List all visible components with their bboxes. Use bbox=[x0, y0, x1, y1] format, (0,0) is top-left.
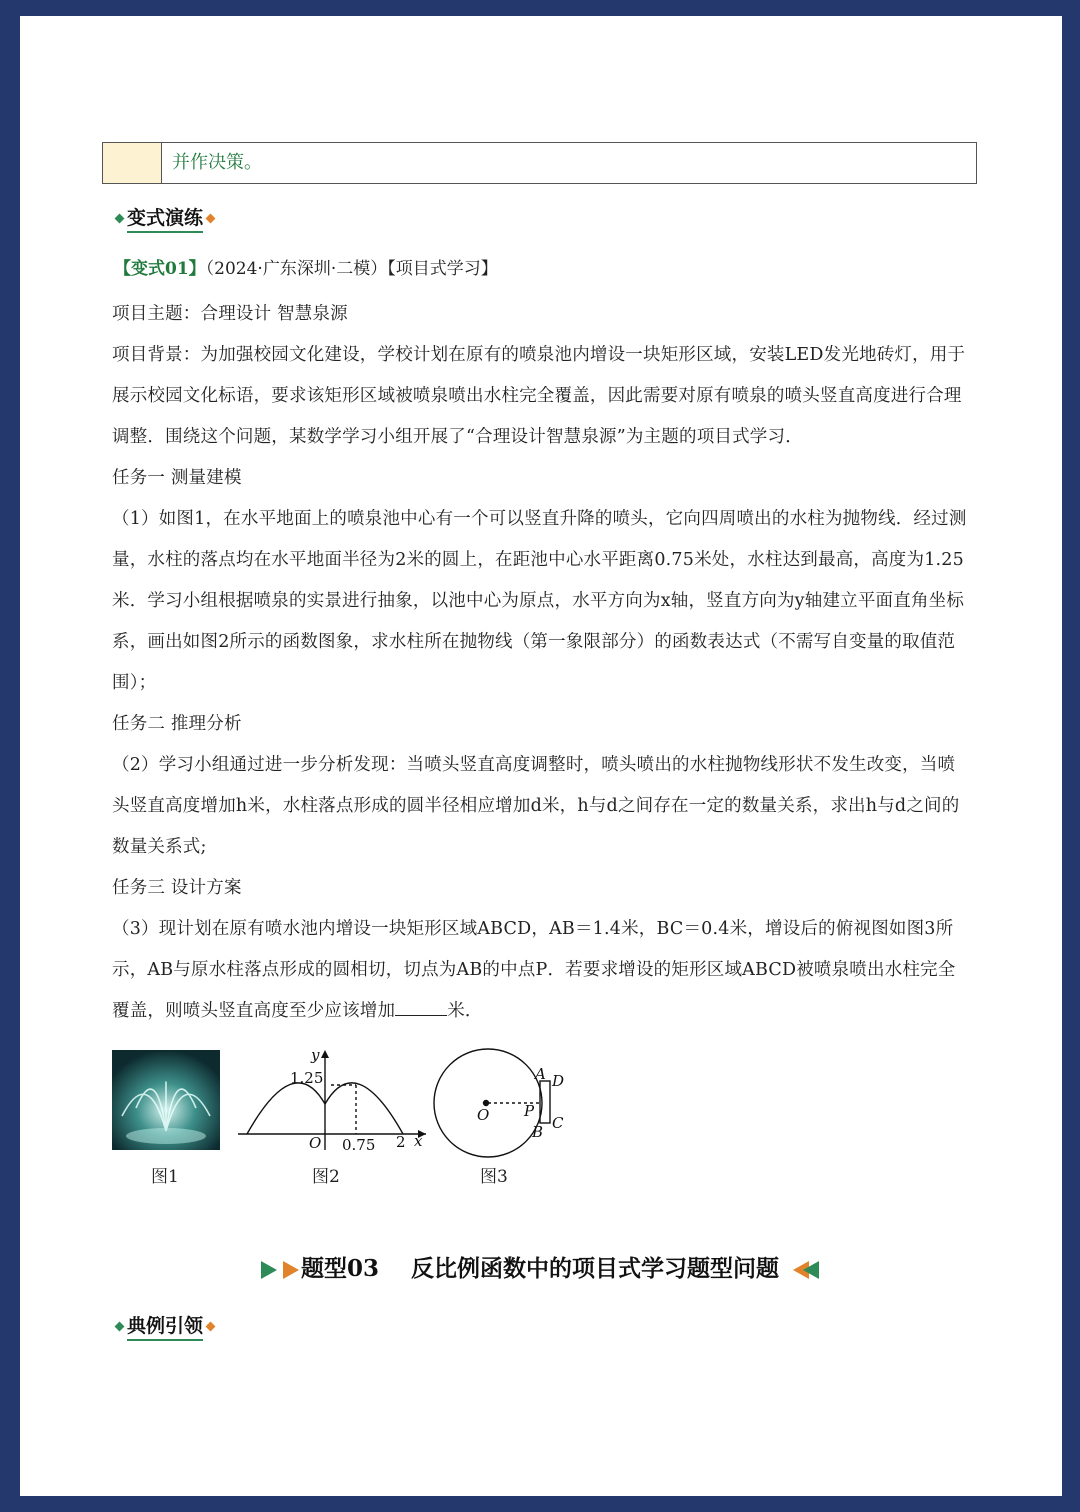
fig3-a-label: A bbox=[535, 1065, 546, 1083]
task3-text-b: 米． bbox=[447, 1001, 483, 1021]
task3-text-a: （3）现计划在原有喷水池内增设一块矩形区域ABCD，AB＝1.4米，BC＝0.4米，增设后的俯视图如图3所示，AB与原水柱落点形成的圆相切，切点为AB的中点P．若要求增设的矩形区域ABCD被喷泉喷出水柱完全覆盖，则喷头竖直高度至少应该增加 bbox=[112, 919, 956, 1021]
fig3-b-label: B bbox=[532, 1123, 544, 1141]
variant-tag: 【变式01】 bbox=[114, 259, 206, 279]
fig2-x-label: x bbox=[414, 1132, 423, 1150]
orange-arrow-right-icon bbox=[283, 1261, 299, 1279]
task1-title: 任务一 测量建模 bbox=[112, 468, 242, 488]
task3-title: 任务三 设计方案 bbox=[112, 878, 242, 898]
fig2-caption: 图2 bbox=[312, 1167, 340, 1187]
fig2-y-label: y bbox=[311, 1046, 320, 1064]
orange-diamond-icon bbox=[206, 1321, 216, 1331]
continued-answer-box bbox=[102, 142, 977, 184]
fig3-p-label: P bbox=[524, 1102, 535, 1120]
fig3-o-label: O bbox=[477, 1106, 490, 1124]
fig2-origin-label: O bbox=[309, 1134, 322, 1152]
green-arrow-left-icon bbox=[803, 1261, 819, 1279]
task2-title: 任务二 推理分析 bbox=[112, 714, 242, 734]
section-type-title bbox=[0, 1250, 1080, 1283]
section-example-heading bbox=[112, 1311, 218, 1341]
orange-diamond-icon bbox=[206, 213, 216, 223]
answer-blank bbox=[395, 1015, 447, 1016]
fig3-c-label: C bbox=[552, 1114, 564, 1132]
fig3-d-label: D bbox=[552, 1072, 565, 1090]
fig2-peak-label: 1.25 bbox=[290, 1069, 324, 1087]
section-variant-heading bbox=[112, 203, 218, 233]
problem-body bbox=[112, 294, 970, 1032]
fig3-caption: 图3 bbox=[480, 1167, 508, 1187]
source-text: （2024·广东深圳·二模）【项目式学习】 bbox=[205, 259, 498, 279]
green-diamond-icon bbox=[115, 213, 125, 223]
section-type-title-text: 题型03 反比例函数中的项目式学习题型问题 bbox=[300, 1255, 780, 1282]
fig1-caption: 图1 bbox=[151, 1167, 179, 1187]
project-background: 项目背景：为加强校园文化建设，学校计划在原有的喷泉池内增设一块矩形区域，安装LED发光地砖灯，用于展示校园文化标语，要求该矩形区域被喷泉喷出水柱完全覆盖，因此需要对原有喷泉的喷头竖直高度进行合理调整．围绕这个问题，某数学学习小组开展了“合理设计智慧泉源”为主题的项目式学习． bbox=[112, 345, 966, 447]
section-example-label: 典例引领 bbox=[127, 1311, 203, 1341]
task2-text: （2）学习小组通过进一步分析发现：当喷头竖直高度调整时，喷头喷出的水柱抛物线形状不发生改变，当喷头竖直高度增加h米，水柱落点形成的圆半径相应增加d米，h与d之间存在一定的数量关系，求出h与d之间的数量关系式; bbox=[112, 755, 960, 857]
fig2-xend-label: 2 bbox=[396, 1133, 406, 1151]
source-line bbox=[114, 254, 498, 279]
fig2-xpeak-label: 0.75 bbox=[342, 1136, 376, 1154]
green-arrow-right-icon bbox=[261, 1261, 277, 1279]
answer-box-cell bbox=[103, 143, 162, 183]
answer-box-text: 并作决策。 bbox=[172, 152, 262, 173]
task3-text bbox=[112, 909, 970, 1032]
figures-row bbox=[108, 1046, 588, 1186]
section-variant-label: 变式演练 bbox=[127, 203, 203, 233]
fountain-photo bbox=[112, 1050, 220, 1150]
task1-text: （1）如图1，在水平地面上的喷泉池中心有一个可以竖直升降的喷头，它向四周喷出的水柱为抛物线．经过测量，水柱的落点均在水平地面半径为2米的圆上，在距池中心水平距离0.75米处，水柱达到最高，高度为1.25米．学习小组根据喷泉的实景进行抽象，以池中心为原点，水平方向为x轴，竖直方向为y轴建立平面直角坐标系，画出如图2所示的函数图象，求水柱所在抛物线（第一象限部分）的函数表达式（不需写自变量的取值范围）； bbox=[112, 509, 967, 693]
project-theme: 项目主题：合理设计 智慧泉源 bbox=[112, 304, 348, 324]
green-diamond-icon bbox=[115, 1321, 125, 1331]
